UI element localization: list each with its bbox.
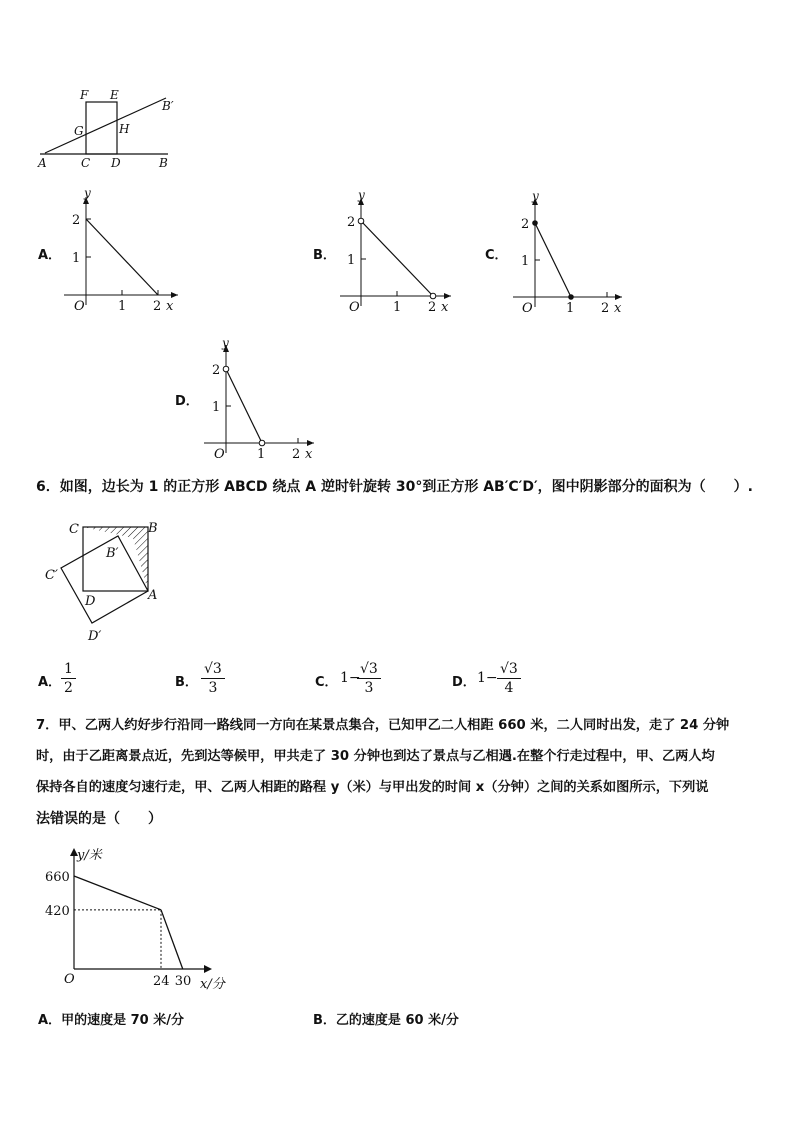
svg-text:x: x bbox=[166, 299, 174, 314]
svg-text:2: 2 bbox=[153, 299, 162, 314]
q6-option-b-letter[interactable]: B． bbox=[175, 675, 198, 690]
svg-text:O: O bbox=[214, 447, 225, 462]
q6-label-C: C bbox=[69, 522, 79, 537]
label-B-prime: B′ bbox=[162, 99, 174, 113]
svg-text:O: O bbox=[74, 299, 85, 314]
x-tick-label-30: 30 bbox=[174, 974, 192, 989]
q6-label-B: B bbox=[148, 521, 158, 536]
q7-text-line-4: 法错误的是（ ） bbox=[36, 811, 162, 827]
q6-option-b-fraction[interactable]: $\frac{√3}{3}$ bbox=[201, 660, 225, 697]
q7-text-line-2: 时，由于乙距离景点近，先到达等候甲，甲共走了 30 分钟也到达了景点与乙相遇.在整个行走过程中，甲、乙两人均 bbox=[36, 749, 715, 764]
svg-text:2: 2 bbox=[72, 213, 81, 228]
q6-question-text: 6．如图，边长为 1 的正方形 ABCD 绕点 A 逆时针旋转 30°到正方形 AB′C′D′，图中阴影部分的面积为（ ）. bbox=[36, 479, 753, 495]
label-B: B bbox=[159, 156, 168, 170]
q6-option-c-prefix: 1− bbox=[340, 670, 361, 686]
y-axis-label: y/米 bbox=[77, 848, 102, 863]
label-H: H bbox=[119, 122, 130, 136]
x-axis-label: x/分 bbox=[200, 977, 225, 992]
svg-text:O: O bbox=[349, 300, 360, 315]
series-segment-1 bbox=[74, 876, 161, 910]
q6-label-A: A bbox=[148, 588, 158, 603]
q6-option-d-fraction[interactable]: $\frac{√3}{4}$ bbox=[497, 660, 521, 697]
svg-text:2: 2 bbox=[428, 300, 437, 315]
label-G: G bbox=[74, 124, 84, 138]
label-A: A bbox=[38, 156, 47, 170]
series-segment-2 bbox=[161, 910, 183, 969]
q6-option-a-fraction[interactable]: $\frac{1}{2}$ bbox=[61, 660, 76, 697]
label-E: E bbox=[110, 88, 119, 102]
q6-label-D-prime: D′ bbox=[88, 629, 102, 644]
q6-label-D: D bbox=[85, 594, 96, 609]
svg-text:2: 2 bbox=[601, 301, 610, 316]
svg-text:1: 1 bbox=[521, 254, 530, 269]
svg-text:1: 1 bbox=[393, 300, 402, 315]
q6-option-c-fraction[interactable]: $\frac{√3}{3}$ bbox=[357, 660, 381, 697]
y-tick-label-660: 660 bbox=[45, 870, 70, 885]
label-C: C bbox=[81, 156, 91, 170]
label-D: D bbox=[111, 156, 121, 170]
q6-label-C-prime: C′ bbox=[45, 568, 58, 583]
y-tick-label-420: 420 bbox=[45, 903, 70, 919]
svg-text:2: 2 bbox=[292, 447, 301, 462]
svg-text:1: 1 bbox=[118, 299, 127, 314]
svg-text:x: x bbox=[441, 300, 449, 315]
svg-text:1: 1 bbox=[212, 400, 221, 415]
q6-option-c-letter[interactable]: C． bbox=[315, 675, 338, 690]
svg-text:y: y bbox=[222, 336, 229, 350]
svg-text:y: y bbox=[532, 189, 539, 203]
x-axis-arrow bbox=[204, 965, 212, 973]
svg-text:2: 2 bbox=[347, 215, 356, 230]
label-F: F bbox=[80, 88, 89, 102]
q6-option-d-letter[interactable]: D． bbox=[452, 675, 476, 690]
q5-option-c-letter[interactable]: C． bbox=[485, 248, 508, 263]
svg-text:x: x bbox=[305, 447, 313, 462]
svg-text:O: O bbox=[522, 301, 533, 316]
x-tick-label-24: 24 bbox=[153, 974, 170, 989]
svg-text:2: 2 bbox=[521, 217, 530, 232]
svg-text:y: y bbox=[358, 188, 365, 202]
svg-text:1: 1 bbox=[257, 447, 266, 462]
q5-option-a-letter[interactable]: A． bbox=[38, 248, 62, 263]
svg-text:y: y bbox=[84, 186, 91, 200]
q7-option-a[interactable]: A．甲的速度是 70 米/分 bbox=[38, 1013, 184, 1028]
origin-label: O bbox=[64, 972, 75, 987]
q7-text-line-1: 7．甲、乙两人约好步行沿同一路线同一方向在某景点集合，已知甲乙二人相距 660 米，二人同时出发，走了 24 分钟 bbox=[36, 718, 730, 733]
svg-text:x: x bbox=[614, 301, 622, 316]
q6-option-a-letter[interactable]: A． bbox=[38, 675, 62, 690]
svg-text:2: 2 bbox=[212, 363, 221, 378]
q5-option-b-letter[interactable]: B． bbox=[313, 248, 336, 263]
q7-option-b[interactable]: B．乙的速度是 60 米/分 bbox=[313, 1013, 459, 1028]
q5-option-d-letter[interactable]: D． bbox=[175, 394, 199, 409]
q6-option-d-prefix: 1− bbox=[477, 670, 498, 686]
svg-text:1: 1 bbox=[566, 301, 575, 316]
svg-text:1: 1 bbox=[72, 251, 81, 266]
q7-text-line-3: 保持各自的速度匀速行走，甲、乙两人相距的路程 y（米）与甲出发的时间 x（分钟）之间的关系如图所示，下列说 bbox=[36, 780, 709, 795]
q6-label-B-prime: B′ bbox=[106, 546, 119, 561]
svg-text:1: 1 bbox=[347, 253, 356, 268]
